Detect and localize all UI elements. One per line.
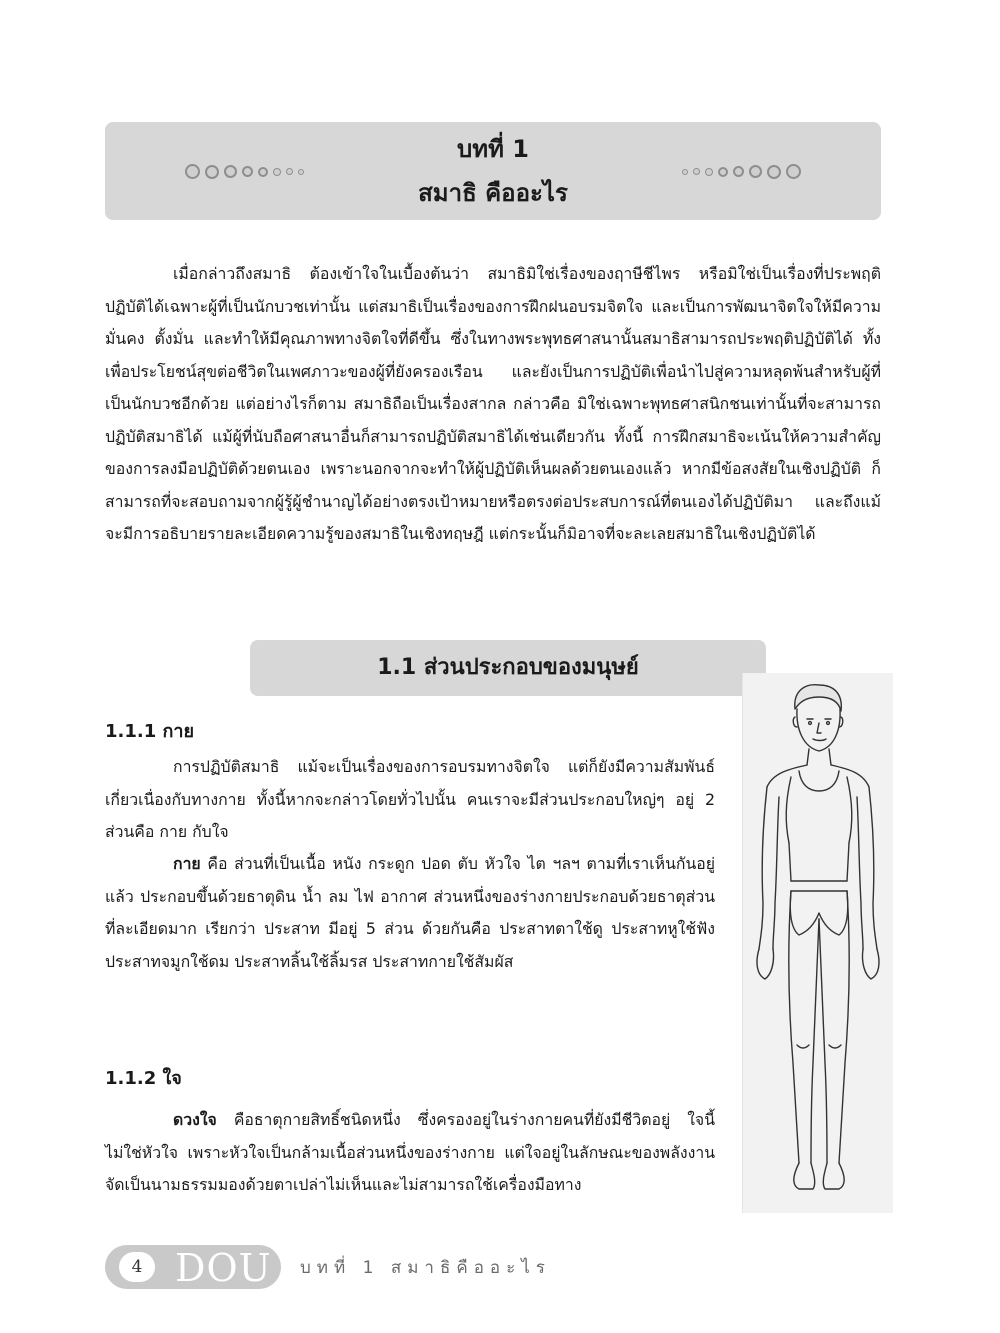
subsection-heading-mind: 1.1.2 ใจ: [105, 1068, 182, 1089]
mind-paragraph-text: คือธาตุกายสิทธิ์ชนิดหนึ่ง ซึ่งครองอยู่ในร่างกายคนที่ยังมีชีวิตอยู่ ใจนี้ไม่ใช่หัวใจ เพราะหัวใจเป็นกล้ามเนื้อส่วนหนึ่งของร่างกาย แต่ใจอยู่ในลักษณะของพลังงาน จัดเป็นนามธรรมมองด้วยตาเปล่าไม่เห็นและไม่สามารถใช้เครื่องมือทาง: [105, 1110, 715, 1194]
intro-paragraph: เมื่อกล่าวถึงสมาธิ ต้องเข้าใจในเบื้องต้นว่า สมาธิมิใช่เรื่องของฤาษีชีไพร หรือมิใช่เป็นเรื่องที่ประพฤติปฏิบัติได้เฉพาะผู้ที่เป็นนักบวชเท่านั้น แต่สมาธิเป็นเรื่องของการฝึกฝนอบรมจิตใจ และเป็นการพัฒนาจิตใจให้มีความมั่นคง ตั้งมั่น และทำให้มีคุณภาพทางจิตใจที่ดีขึ้น ซึ่งในทางพระพุทธศาสนานั้นสมาธิสามารถประพฤติปฏิบัติได้ ทั้งเพื่อประโยชน์สุขต่อชีวิตในเพศภาวะของผู้ที่ยังครองเรือน และยังเป็นการปฏิบัติเพื่อนำไปสู่ความหลุดพ้นสำหรับผู้ที่เป็นนักบวชอีกด้วย แต่อย่างไรก็ตาม สมาธิถือเป็นเรื่องสากล กล่าวคือ มิใช่เฉพาะพุทธศาสนิกชนเท่านั้นที่จะสามารถปฏิบัติสมาธิได้ แม้ผู้ที่นับถือศาสนาอื่นก็สามารถปฏิบัติสมาธิได้เช่นเดียวกัน ทั้งนี้ การฝึกสมาธิจะเน้นให้ความสำคัญของการลงมือปฏิบัติด้วยตนเอง เพราะนอกจากจะทำให้ผู้ปฏิบัติเห็นผลด้วยตนเองแล้ว หากมีข้อสงสัยในเชิงปฏิบัติ ก็สามารถที่จะสอบถามจากผู้รู้ผู้ชำนาญได้อย่างตรงเป้าหมายหรือตรงต่อประสบการณ์ที่ตนเองได้ปฏิบัติมา และถึงแม้จะมีการอธิบายรายละเอียดความรู้ของสมาธิในเชิงทฤษฎี แต่กระนั้นก็มิอาจที่จะละเลยสมาธิในเชิงปฏิบัติได้: [105, 264, 881, 543]
decorative-dots-right: [682, 164, 801, 179]
body-paragraph-2: [105, 848, 715, 978]
chapter-label: บทที่ 1: [457, 135, 529, 163]
chapter-title: สมาธิ คืออะไร: [418, 179, 568, 207]
human-figure-icon: [743, 673, 893, 1213]
page-number: 4: [119, 1252, 155, 1282]
body-paragraph-2-text: คือ ส่วนที่เป็นเนื้อ หนัง กระดูก ปอด ตับ หัวใจ ไต ฯลฯ ตามที่เราเห็นกันอยู่แล้ว ประกอบขึ้นด้วยธาตุดิน น้ำ ลม ไฟ อากาศ ส่วนหนึ่งของร่างกายประกอบด้วยธาตุส่วนที่ละเอียดมาก เรียกว่า ประสาท มีอยู่ 5 ส่วน ด้วยกันคือ ประสาทตาใช้ดู ประสาทหูใช้ฟัง ประสาทจมูกใช้ดม ประสาทลิ้นใช้ลิ้มรส ประสาทกายใช้สัมผัส: [105, 854, 715, 971]
publisher-logo: DOU: [175, 1246, 272, 1290]
term-mind: ดวงใจ: [173, 1110, 217, 1129]
footer-tab: [105, 1245, 281, 1289]
body-paragraph-1: การปฏิบัติสมาธิ แม้จะเป็นเรื่องของการอบรมทางจิตใจ แต่ก็ยังมีความสัมพันธ์เกี่ยวเนื่องกับทางกาย ทั้งนี้หากจะกล่าวโดยทั่วไปนั้น คนเราจะมีส่วนประกอบใหญ่ๆ อยู่ 2 ส่วนคือ กาย กับใจ: [105, 757, 715, 841]
human-figure-illustration: [742, 673, 893, 1213]
chapter-header: [105, 122, 881, 220]
subsection-heading-body: 1.1.1 กาย: [105, 721, 195, 742]
section-heading: 1.1 ส่วนประกอบของมนุษย์: [250, 640, 766, 696]
running-title: บทที่ 1 สมาธิคืออะไร: [300, 1258, 551, 1278]
mind-paragraph: [105, 1104, 715, 1202]
term-body: กาย: [173, 854, 201, 873]
